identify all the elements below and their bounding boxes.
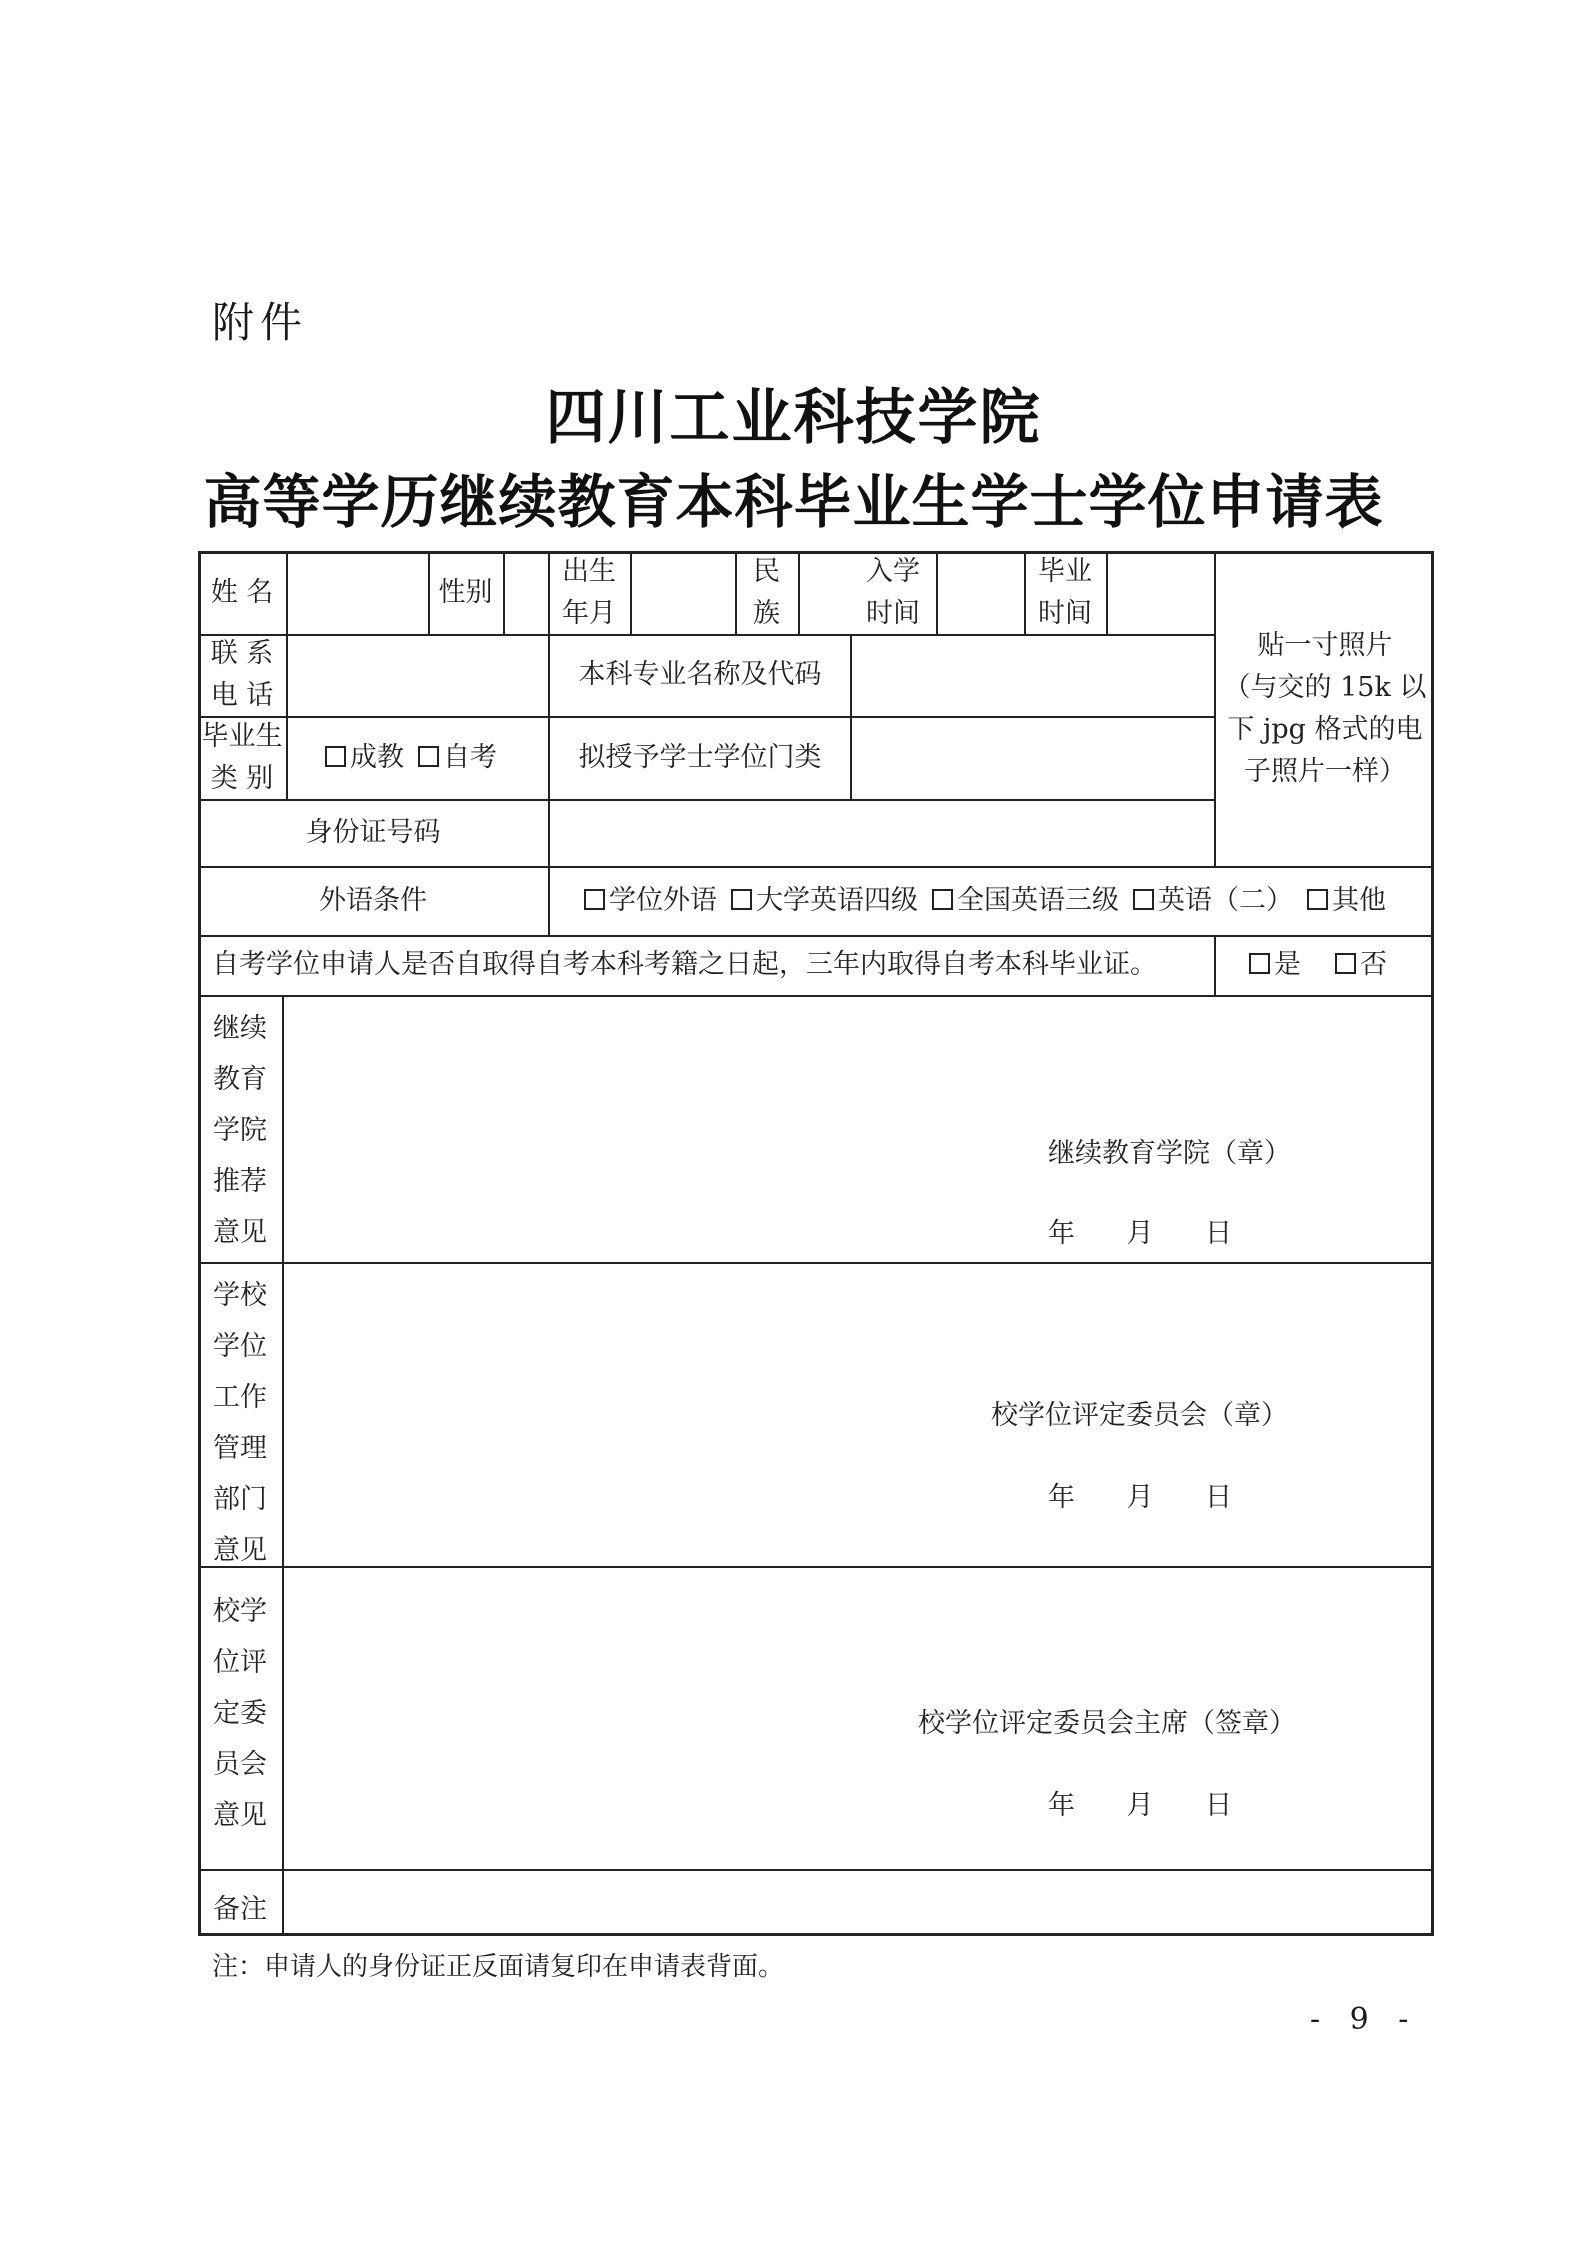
graduate-type-options (288, 716, 548, 799)
option-label: 大学英语四级 (756, 884, 918, 916)
name-field[interactable] (288, 551, 428, 634)
option-self-study-exam[interactable]: 自考 (418, 736, 497, 780)
option-foreign-language[interactable] (1307, 879, 1386, 923)
date-line: 年 月 日 (1048, 1218, 1232, 1249)
date-line: 年 月 日 (1048, 1482, 1232, 1513)
section-label-committee (198, 1568, 282, 1869)
section-label-line: 部门 (213, 1484, 267, 1515)
remarks-field[interactable] (284, 1871, 1434, 1936)
application-form-table (198, 551, 1434, 1936)
footer-note: 注：申请人的身份证正反面请复印在申请表背面。 (212, 1952, 785, 1982)
section-label-line: 继续 (213, 1013, 267, 1044)
checkbox[interactable] (1335, 953, 1356, 974)
checkbox[interactable] (1133, 889, 1154, 910)
label-major: 本科专业名称及代码 (578, 659, 822, 690)
section-label-line: 意见 (213, 1800, 267, 1831)
label-id-number: 身份证号码 (305, 816, 441, 848)
attachment-label: 附件 (212, 298, 309, 347)
section-label-line: 员会 (213, 1749, 267, 1780)
section-label-line: 管理 (213, 1433, 267, 1464)
foreign-language-options (550, 866, 1434, 935)
checkbox[interactable] (731, 889, 752, 910)
label-gender: 性别 (438, 576, 493, 608)
section-label-continuing-education (198, 997, 282, 1262)
label-foreign-language: 外语条件 (319, 884, 427, 916)
section-label-line: 位评 (213, 1647, 267, 1678)
section-label-line: 校学 (213, 1596, 267, 1627)
section-label-degree-office (198, 1264, 282, 1566)
label-enrollment-date: 入学 时间 (866, 555, 920, 629)
phone-field[interactable] (288, 634, 548, 716)
section-label-line: 教育 (213, 1064, 267, 1095)
degree-category-field[interactable] (852, 716, 1214, 799)
label-graduation-date: 毕业 时间 (1038, 555, 1092, 629)
graduation-date-field[interactable] (1108, 551, 1214, 634)
gender-field[interactable] (505, 551, 548, 634)
option-foreign-language[interactable] (731, 879, 918, 923)
option-yes[interactable]: 是 (1249, 943, 1301, 987)
stamp-committee-chair: 校学位评定委员会主席（签章） (918, 1708, 1296, 1739)
section-label-line: 学院 (213, 1115, 267, 1146)
section-label-line: 学位 (213, 1331, 267, 1362)
section-label-line: 推荐 (213, 1166, 267, 1197)
label-ethnicity: 民 族 (753, 555, 780, 629)
page-number: - 9 - (1310, 2002, 1419, 2037)
section-label-line: 学校 (213, 1280, 267, 1311)
option-label: 其他 (1332, 884, 1386, 916)
checkbox[interactable] (1249, 953, 1270, 974)
checkbox[interactable] (418, 746, 439, 767)
label-name: 姓 名 (210, 576, 274, 608)
label-remarks: 备注 (213, 1894, 267, 1925)
photo-placeholder[interactable]: 贴一寸照片 （与交的 15k 以 下 jpg 格式的电 子照片一样） (1223, 629, 1427, 787)
option-foreign-language[interactable] (1133, 879, 1293, 923)
label-degree-category: 拟授予学士学位门类 (578, 741, 822, 773)
major-field[interactable] (852, 634, 1214, 716)
option-no[interactable]: 否 (1335, 943, 1387, 987)
checkbox[interactable] (932, 889, 953, 910)
checkbox[interactable] (584, 889, 605, 910)
label-phone: 联 系 电 话 (210, 638, 274, 711)
option-label: 学位外语 (609, 884, 717, 916)
label-graduate-type: 毕业生 类 别 (201, 720, 283, 794)
birth-field[interactable] (632, 551, 735, 634)
continuing-education-opinion-area[interactable] (284, 997, 1434, 1262)
stamp-continuing-education: 继续教育学院（章） (1048, 1138, 1291, 1169)
section-label-line: 意见 (213, 1535, 267, 1566)
form-title-institution: 四川工业科技学院 (545, 383, 1042, 453)
option-label: 英语（二） (1158, 884, 1293, 916)
form-title: 高等学历继续教育本科毕业生学士学位申请表 (203, 468, 1384, 536)
section-label-line: 工作 (213, 1382, 267, 1413)
ethnicity-field[interactable] (800, 551, 850, 634)
option-label: 全国英语三级 (957, 884, 1119, 916)
section-label-line: 意见 (213, 1217, 267, 1248)
id-number-field[interactable] (550, 799, 1214, 866)
stamp-degree-committee: 校学位评定委员会（章） (991, 1400, 1288, 1431)
option-adult-education[interactable]: 成教 (325, 736, 404, 780)
option-foreign-language[interactable] (584, 879, 717, 923)
section-label-line: 定委 (213, 1698, 267, 1729)
yes-no-options (1216, 935, 1434, 995)
option-foreign-language[interactable] (932, 879, 1119, 923)
checkbox[interactable] (1307, 889, 1328, 910)
date-line: 年 月 日 (1048, 1790, 1232, 1821)
self-study-question: 自考学位申请人是否自取得自考本科考籍之日起，三年内取得自考本科毕业证。 (212, 949, 1157, 980)
enrollment-date-field[interactable] (938, 551, 1024, 634)
label-birth: 出生 年月 (562, 555, 616, 629)
checkbox[interactable] (325, 746, 346, 767)
